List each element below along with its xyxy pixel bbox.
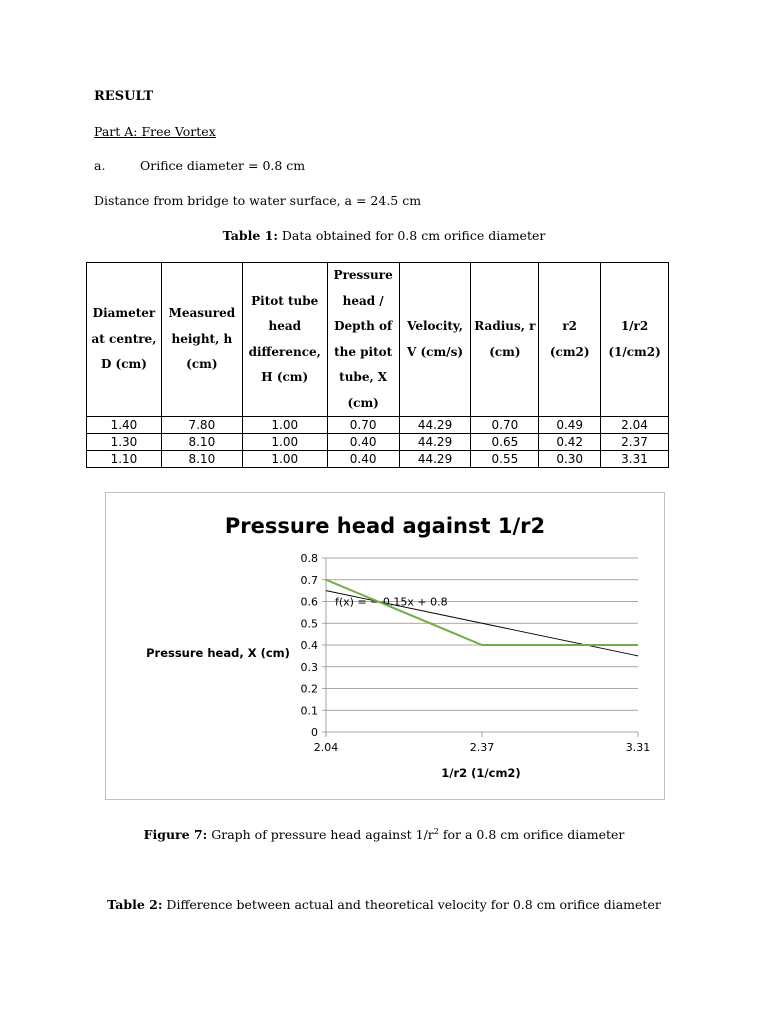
table-cell: 2.37 [601,434,669,451]
col-header-inv-r2: 1/r2 (1/cm2) [601,263,669,417]
table2-caption-text: Difference between actual and theoretical velocity for 0.8 cm orifice diameter [162,897,661,912]
col-header-r2: r2 (cm2) [539,263,601,417]
table-cell: 0.30 [539,451,601,468]
y-tick-label: 0.2 [300,682,318,696]
y-tick-label: 0.4 [300,639,318,652]
y-tick-label: 0.5 [300,617,318,631]
x-axis-label: 1/r2 (1/cm2) [441,766,521,780]
table-cell: 0.40 [327,434,399,451]
figure7-caption-pre: Graph of pressure head against 1/r [207,827,434,842]
table-cell: 44.29 [399,434,471,451]
table-row [87,417,669,434]
y-tick-label: 0 [311,726,318,739]
chart-title: Pressure head against 1/r2 [224,514,546,538]
y-axis-label: Pressure head, X (cm) [146,646,290,660]
item-letter: a. [94,158,106,173]
y-tick-label: 0.3 [300,660,318,674]
part-title: Part A: Free Vortex [94,124,216,139]
table1-caption-label: Table 1: [222,228,278,243]
y-tick-label: 0.1 [300,704,318,718]
table-cell: 8.10 [161,451,242,468]
table-cell: 44.29 [399,451,471,468]
table-cell: 0.70 [471,417,539,434]
table-cell: 0.42 [539,434,601,451]
table2-caption-label: Table 2: [107,897,163,912]
table-cell: 0.40 [327,451,399,468]
x-tick-label: 3.31 [625,741,651,754]
y-tick-label: 0.8 [300,552,318,565]
series-line [326,580,638,645]
table-cell: 44.29 [399,417,471,434]
y-tick-label: 0.7 [300,573,318,587]
table-cell: 8.10 [161,434,242,451]
table-row [87,451,669,468]
table-cell: 1.00 [242,417,327,434]
col-header-radius: Radius, r (cm) [471,263,539,417]
table-cell: 1.00 [242,434,327,451]
col-header-pressure-head: Pressure head / Depth of the pitot tube, X (cm) [327,263,399,417]
data-table [86,262,669,468]
orifice-diameter-line [94,158,305,174]
table-cell: 3.31 [601,451,669,468]
table1-caption [0,228,768,244]
figure7-caption-label: Figure 7: [143,827,208,842]
table-cell: 0.65 [471,434,539,451]
figure7-caption [0,827,768,843]
table-cell: 2.04 [601,417,669,434]
y-tick-label: 0.6 [300,595,318,609]
distance-line: Distance from bridge to water surface, a = 24.5 cm [94,193,422,208]
table1-caption-text: Data obtained for 0.8 cm orifice diameter [277,228,546,243]
figure7-caption-sup: 2 [433,827,439,836]
table-cell: 1.10 [87,451,162,468]
table-cell: 0.70 [327,417,399,434]
figure7-caption-post: for a 0.8 cm orifice diameter [438,827,625,842]
table-cell: 0.49 [539,417,601,434]
table-cell: 1.30 [87,434,162,451]
col-header-velocity: Velocity, V (cm/s) [399,263,471,417]
table2-caption [0,897,768,913]
table-cell: 0.55 [471,451,539,468]
table-row [87,434,669,451]
col-header-height: Measured height, h (cm) [161,263,242,417]
x-tick-label: 2.04 [313,741,339,754]
item-text: Orifice diameter = 0.8 cm [140,158,306,173]
chart-frame [105,492,665,800]
x-tick-label: 2.37 [469,741,495,754]
col-header-head-difference: Pitot tube head difference, H (cm) [242,263,327,417]
pressure-head-chart [106,493,664,799]
trendline-label: f(x) = − 0.15x + 0.8 [335,595,448,609]
table-cell: 1.00 [242,451,327,468]
table-cell: 1.40 [87,417,162,434]
table-header-row [87,263,669,417]
col-header-diameter: Diameter at centre, D (cm) [87,263,162,417]
table-cell: 7.80 [161,417,242,434]
section-heading: RESULT [94,89,154,104]
